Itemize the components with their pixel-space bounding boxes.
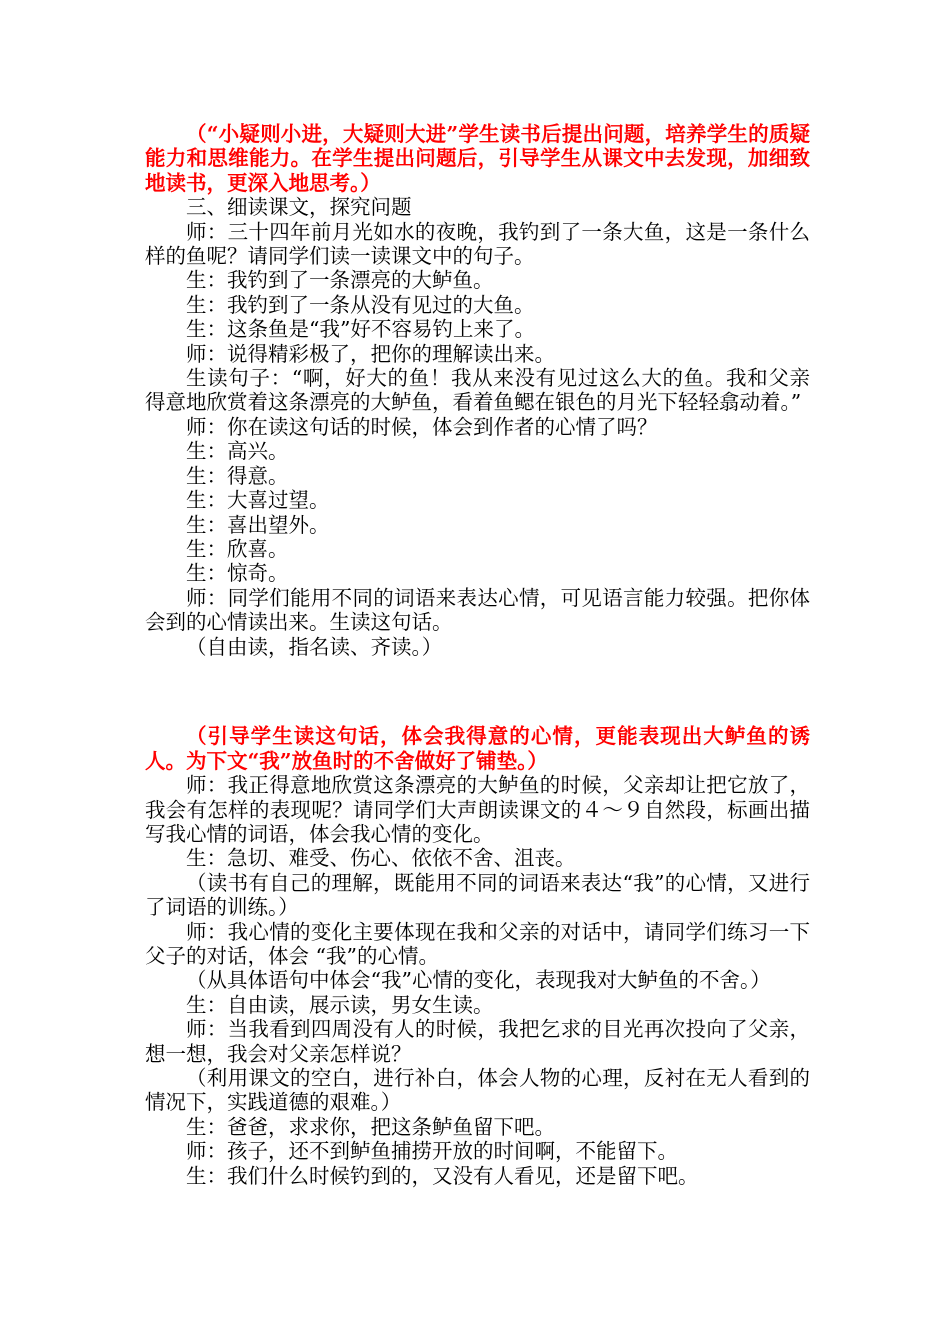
- teaching-note-paragraph: （引导学生读这句话，体会我得意的心情，更能表现出大鲈鱼的诱人。为下文“我”放鱼时的不舍做好了铺垫。）: [145, 724, 810, 773]
- document-body: [145, 122, 810, 1188]
- lesson-paragraph: 生：我钓到了一条从没有见过的大鱼。: [186, 292, 535, 317]
- lesson-paragraph: （从具体语句中体会“我”心情的变化，表现我对大鲈鱼的不舍。）: [186, 968, 771, 993]
- lesson-paragraph: 生：爸爸，求求你，把这条鲈鱼留下吧。: [186, 1114, 555, 1139]
- lesson-paragraph: 生：喜出望外。: [186, 512, 330, 537]
- lesson-paragraph: 师：同学们能用不同的词语来表达心情，可见语言能力较强。把你体会到的心情读出来。生读这句话。: [145, 585, 810, 635]
- lesson-paragraph: 生：欣喜。: [186, 536, 289, 561]
- lesson-paragraph: 三、细读课文，探究问题: [186, 195, 412, 220]
- lesson-paragraph: 生：我们什么时候钓到的，又没有人看见，还是留下吧。: [186, 1163, 699, 1188]
- lesson-paragraph: 师：当我看到四周没有人的时候，我把乞求的目光再次投向了父亲，想一想，我会对父亲怎样说？: [145, 1017, 810, 1066]
- lesson-paragraph: （自由读，指名读、齐读。）: [186, 634, 443, 659]
- teaching-note-paragraph: （“小疑则小进，大疑则大进”学生读书后提出问题，培养学生的质疑能力和思维能力。在学生提出问题后，引导学生从课文中去发现，加细致地读书，更深入地思考。）: [145, 122, 810, 195]
- lesson-paragraph: 生：高兴。: [186, 439, 289, 464]
- lesson-paragraph: 师：我正得意地欣赏这条漂亮的大鲈鱼的时候，父亲却让把它放了，我会有怎样的表现呢？请同学们大声朗读课文的４～９自然段，标画出描写我心情的词语，体会我心情的变化。: [145, 773, 810, 846]
- lesson-paragraph: 生：惊奇。: [186, 561, 289, 586]
- lesson-paragraph: 生：这条鱼是“我”好不容易钓上来了。: [186, 317, 535, 342]
- lesson-paragraph: 生读句子：“啊，好大的鱼！我从来没有见过这么大的鱼。我和父亲得意地欣赏着这条漂亮的大鲈鱼，看着鱼鳃在银色的月光下轻轻翕动着。”: [145, 366, 810, 415]
- lesson-paragraph: 师：三十四年前月光如水的夜晚，我钓到了一条大鱼，这是一条什么样的鱼呢？请同学们读一读课文中的句子。: [145, 219, 810, 269]
- lesson-paragraph: 生：我钓到了一条漂亮的大鲈鱼。: [186, 268, 494, 293]
- lesson-paragraph: （读书有自己的理解，既能用不同的词语来表达“我”的心情，又进行了词语的训练。）: [145, 870, 810, 920]
- lesson-paragraph: 师：我心情的变化主要体现在我和父亲的对话中，请同学们练习一下父子的对话，体会 “我”的心情。: [145, 919, 810, 968]
- lesson-paragraph: 师：孩子，还不到鲈鱼捕捞开放的时间啊，不能留下。: [186, 1139, 678, 1164]
- lesson-paragraph: 生：自由读，展示读，男女生读。: [186, 992, 494, 1017]
- lesson-paragraph: （利用课文的空白，进行补白，体会人物的心理，反衬在无人看到的情况下，实践道德的艰难。）: [145, 1066, 810, 1115]
- lesson-paragraph: 生：急切、难受、伤心、依依不舍、沮丧。: [186, 846, 576, 871]
- lesson-paragraph: 生：得意。: [186, 463, 289, 488]
- blank-line: [145, 679, 810, 703]
- lesson-paragraph: 师：说得精彩极了，把你的理解读出来。: [186, 341, 555, 366]
- lesson-paragraph: 师：你在读这句话的时候，体会到作者的心情了吗？: [186, 414, 658, 439]
- lesson-paragraph: 生：大喜过望。: [186, 488, 330, 513]
